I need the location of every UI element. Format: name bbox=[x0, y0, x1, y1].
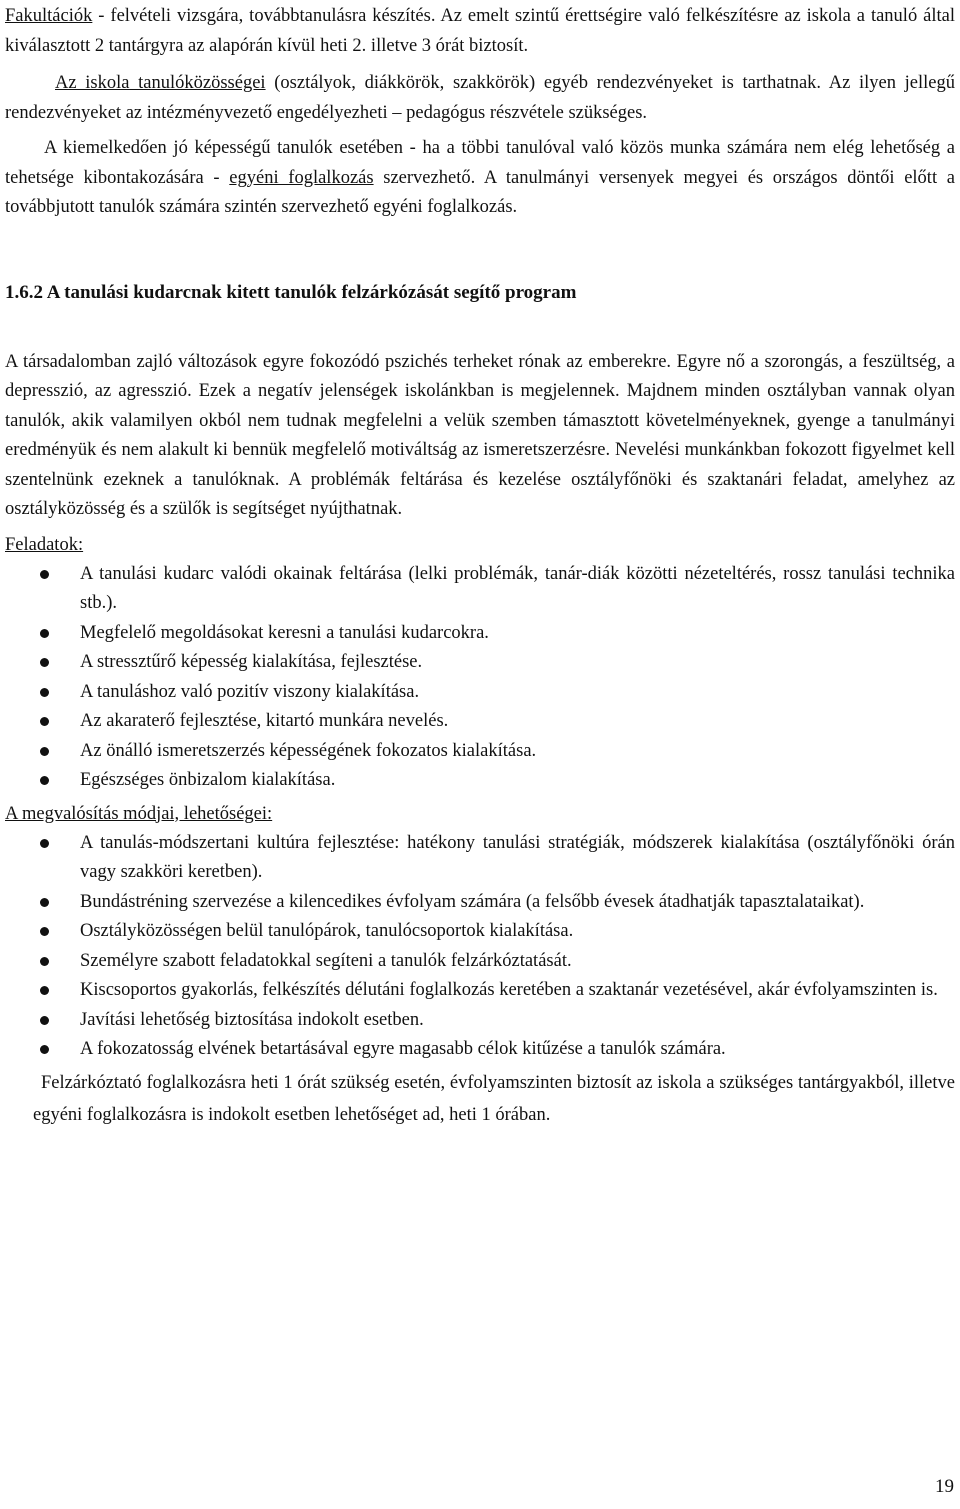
list-item: Személyre szabott feladatokkal segíteni a tanulók felzárkóztatását. bbox=[5, 947, 955, 977]
list-item: A tanulási kudarc valódi okainak feltárása (lelki problémák, tanár-diák közötti nézeteltérés, rossz tanulási technika stb.). bbox=[5, 560, 955, 619]
bullet-icon bbox=[40, 957, 49, 966]
underlined-term-tanulokozossegek: Az iskola tanulóközösségei bbox=[55, 73, 266, 93]
list-item: A stressztűrő képesség kialakítása, fejlesztése. bbox=[5, 648, 955, 678]
list-item: Javítási lehetőség biztosítása indokolt esetben. bbox=[5, 1006, 955, 1036]
list-item: Egészséges önbizalom kialakítása. bbox=[5, 766, 955, 796]
tasks-list bbox=[5, 560, 955, 796]
list-item: A tanuláshoz való pozitív viszony kialakítása. bbox=[5, 678, 955, 708]
methods-list bbox=[5, 829, 955, 1065]
list-item: Kiscsoportos gyakorlás, felkészítés délutáni foglalkozás keretében a szaktanár vezetésével, akár évfolyamszinten is. bbox=[5, 976, 955, 1006]
page-number: 19 bbox=[935, 1476, 954, 1497]
paragraph-tanulokozossegek bbox=[5, 69, 955, 128]
paragraph-tehetseg bbox=[5, 134, 955, 223]
list-item: Megfelelő megoldásokat keresni a tanulási kudarcokra. bbox=[5, 619, 955, 649]
bullet-icon bbox=[40, 986, 49, 995]
list-item: Az akaraterő fejlesztése, kitartó munkára nevelés. bbox=[5, 707, 955, 737]
bullet-icon bbox=[40, 688, 49, 697]
tasks-label: Feladatok: bbox=[5, 534, 84, 555]
bullet-icon bbox=[40, 658, 49, 667]
bullet-icon bbox=[40, 717, 49, 726]
underlined-term-fakultaciok: Fakultációk bbox=[5, 6, 93, 26]
bullet-icon bbox=[40, 839, 49, 848]
paragraph-text: A kiemelkedően jó képességű tanulók esetében - ha a többi tanulóval való közös munka számára nem elég lehetőség a tehetsége kibontakozására - bbox=[5, 138, 955, 188]
bullet-icon bbox=[40, 570, 49, 579]
methods-label: A megvalósítás módjai, lehetőségei: bbox=[5, 803, 273, 824]
section-heading: 1.6.2 A tanulási kudarcnak kitett tanulók felzárkózását segítő program bbox=[5, 281, 577, 303]
bullet-icon bbox=[40, 898, 49, 907]
paragraph-intro: A társadalomban zajló változások egyre fokozódó pszichés terheket rónak az emberekre. Egyre nő a szorongás, a feszültség, a depresszió, az agresszió. Ezek a negatív jelenségek iskolánkban is megjelennek. Majdnem minden osztályban vannak olyan tanulók, akik valamilyen okból nem tudnak megfelelni a velük szemben támasztott követelményeknek, gyenge a tanulmányi eredményük és nem alakult ki bennük megfelelő motiváltság az ismeretszerzésre. Nevelési munkánkban fokozott figyelmet kell szentelnünk ezeknek a tanulóknak. A problémák feltárása és kezelése osztályfőnöki és szaktanári feladat, amelyhez az osztályközösség és a szülők is segítséget nyújthatnak. bbox=[5, 351, 955, 519]
bullet-icon bbox=[40, 1045, 49, 1054]
list-item: A fokozatosság elvének betartásával egyre magasabb célok kitűzése a tanulók számára. bbox=[5, 1035, 955, 1065]
list-item: Osztályközösségen belül tanulópárok, tanulócsoportok kialakítása. bbox=[5, 917, 955, 947]
underlined-term-egyeni-foglalkozas: egyéni foglalkozás bbox=[229, 167, 374, 188]
bullet-icon bbox=[40, 927, 49, 936]
paragraph-text: szervezhető. A tanulmányi versenyek megyei és országos döntői előtt a továbbjutott tanulók számára szintén szervezhető egyéni foglalkozás. bbox=[5, 167, 955, 217]
paragraph-felzarkoztato: Felzárkóztató foglalkozásra heti 1 órát szükség esetén, évfolyamszinten biztosít az iskola a szükséges tantárgyakból, illetve egyéni foglalkozásra is indokolt esetben lehetőséget ad, heti 1 órában. bbox=[33, 1072, 955, 1125]
paragraph-text: (osztályok, diákkörök, szakkörök) egyéb rendezvényeket is tarthatnak. Az ilyen jellegű rendezvényeket az intézményvezető engedélyezheti – pedagógus részvétele szükséges. bbox=[5, 73, 955, 123]
list-item: A tanulás-módszertani kultúra fejlesztése: hatékony tanulási stratégiák, módszerek kialakítása (osztályfőnöki órán vagy szakköri keretben). bbox=[5, 829, 955, 888]
document-page bbox=[5, 0, 955, 1131]
bullet-icon bbox=[40, 629, 49, 638]
bullet-icon bbox=[40, 1016, 49, 1025]
bullet-icon bbox=[40, 747, 49, 756]
list-item: Bundástréning szervezése a kilencedikes évfolyam számára (a felsőbb évesek átadhatják tapasztalataikat). bbox=[5, 888, 955, 918]
list-item: Az önálló ismeretszerzés képességének fokozatos kialakítása. bbox=[5, 737, 955, 767]
paragraph-text: - felvételi vizsgára, továbbtanulásra készítés. Az emelt szintű érettségire való felkészítésre az iskola a tanuló által kiválasztott 2 tantárgyra az alapórán kívül heti 2. illetve 3 órát biztosít. bbox=[5, 6, 955, 56]
bullet-icon bbox=[40, 776, 49, 785]
paragraph-fakultaciok bbox=[5, 2, 955, 61]
